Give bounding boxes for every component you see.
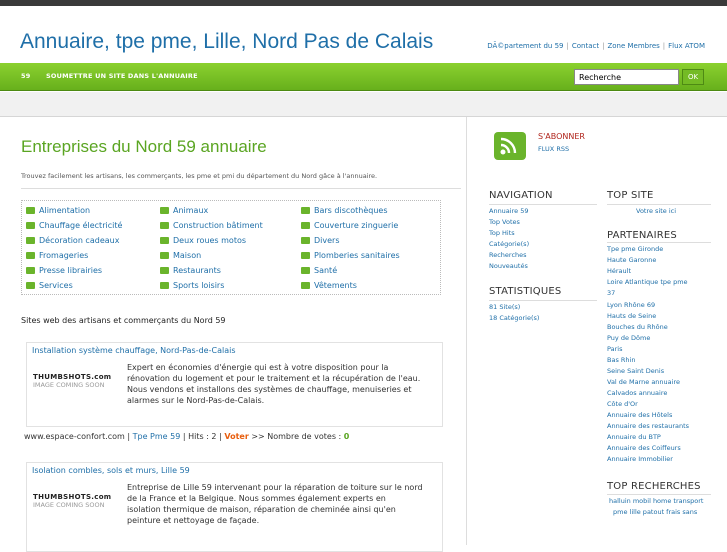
partner-link[interactable]: Annuaire des Coiffeurs	[607, 444, 681, 452]
partner-link[interactable]: Tpe pme Gironde	[607, 245, 664, 253]
category-link[interactable]: Maison	[160, 251, 201, 260]
category-link[interactable]: Décoration cadeaux	[26, 236, 119, 245]
statistics-heading: STATISTIQUES	[489, 286, 562, 297]
separator: |	[566, 42, 569, 50]
category-link[interactable]: Presse librairies	[26, 266, 102, 275]
sidebar	[468, 117, 727, 545]
folder-icon	[301, 282, 310, 289]
partner-link[interactable]: Val de Marne annuaire	[607, 378, 680, 386]
partner-link[interactable]: 37	[607, 289, 616, 297]
listing-category-link[interactable]: Tpe Pme 59	[132, 432, 181, 441]
partners-heading: PARTENAIRES	[607, 230, 677, 241]
stat-sites[interactable]: 81 Site(s)	[489, 303, 521, 311]
partner-link[interactable]: Seine Saint Denis	[607, 367, 665, 375]
navigation-heading: NAVIGATION	[489, 190, 553, 201]
folder-icon	[160, 282, 169, 289]
partner-link[interactable]: Calvados annuaire	[607, 389, 668, 397]
partner-link[interactable]: Paris	[607, 345, 623, 353]
sites-heading: Sites web des artisans et commerçants du Nord 59	[21, 316, 226, 325]
partner-link[interactable]: Puy de Dôme	[607, 334, 651, 342]
top-site-link[interactable]: Votre site ici	[636, 207, 677, 215]
divider	[607, 494, 711, 495]
category-box	[21, 200, 441, 295]
category-link[interactable]: Santé	[301, 266, 337, 275]
folder-icon	[301, 237, 310, 244]
nav-item-submit-site[interactable]: SOUMETTRE UN SITE DANS L'ANNUAIRE	[46, 72, 198, 80]
partner-link[interactable]: Côte d'Or	[607, 400, 638, 408]
category-link[interactable]: Vêtements	[301, 281, 357, 290]
category-link[interactable]: Couverture zinguerie	[301, 221, 398, 230]
hits-count: Hits : 2	[188, 432, 217, 441]
main-content	[0, 117, 467, 545]
category-link[interactable]: Chauffage électricité	[26, 221, 122, 230]
nav-link[interactable]: Nouveautés	[489, 262, 528, 270]
header-links	[487, 42, 705, 50]
separator: |	[662, 42, 666, 50]
subscribe-link[interactable]: S'ABONNER	[538, 132, 585, 141]
rss-feed-link[interactable]: FLUX RSS	[538, 145, 570, 153]
divider	[607, 204, 711, 205]
search-input[interactable]	[574, 69, 679, 85]
listing-meta: www.espace-confort.com | Tpe Pme 59 | Hits : 2 | Voter >> Nombre de votes : 0	[24, 432, 350, 441]
partner-link[interactable]: Annuaire des Hôtels	[607, 411, 673, 419]
listing-title-link[interactable]: Installation système chauffage, Nord-Pas-de-Calais	[32, 346, 236, 355]
top-search-terms[interactable]: halluin mobil home transport	[609, 497, 704, 505]
partner-link[interactable]: Hérault	[607, 267, 632, 275]
stat-categories[interactable]: 18 Catégorie(s)	[489, 314, 540, 322]
folder-icon	[160, 237, 169, 244]
folder-icon	[301, 207, 310, 214]
category-link[interactable]: Services	[26, 281, 73, 290]
nav-link[interactable]: Annuaire 59	[489, 207, 529, 215]
vote-link[interactable]: Voter	[224, 432, 249, 441]
folder-icon	[26, 237, 35, 244]
partner-link[interactable]: Bouches du Rhône	[607, 323, 668, 331]
separator: |	[602, 42, 605, 50]
nav-link[interactable]: Catégorie(s)	[489, 240, 530, 248]
thumbnail-placeholder[interactable]: THUMBSHOTS.com IMAGE COMING SOON	[33, 373, 112, 389]
partner-link[interactable]: Loire Atlantique tpe pme	[607, 278, 688, 286]
intro-text: Trouvez facilement les artisans, les commerçants, les pme et pmi du département du Nord gâce à l'annuaire.	[21, 172, 461, 189]
partner-link[interactable]: Annuaire du BTP	[607, 433, 661, 441]
nav-link[interactable]: Top Votes	[489, 218, 520, 226]
folder-icon	[301, 222, 310, 229]
partner-link[interactable]: Annuaire Immobilier	[607, 455, 673, 463]
header-link-zone-membres[interactable]: Zone Membres	[607, 42, 660, 50]
folder-icon	[160, 207, 169, 214]
category-link[interactable]: Deux roues motos	[160, 236, 246, 245]
top-site-heading: TOP SITE	[607, 190, 654, 201]
folder-icon	[160, 252, 169, 259]
category-link[interactable]: Bars discothèques	[301, 206, 388, 215]
header-link-contact[interactable]: Contact	[571, 42, 600, 50]
folder-icon	[26, 267, 35, 274]
header-link-flux-atom[interactable]: Flux ATOM	[668, 42, 705, 50]
divider	[489, 204, 597, 205]
thumbnail-placeholder[interactable]: THUMBSHOTS.com IMAGE COMING SOON	[33, 493, 112, 509]
partner-link[interactable]: Bas Rhin	[607, 356, 636, 364]
sub-bar	[0, 92, 727, 117]
folder-icon	[160, 222, 169, 229]
listing-url[interactable]: www.espace-confort.com	[24, 432, 125, 441]
folder-icon	[301, 252, 310, 259]
partner-link[interactable]: Annuaire des restaurants	[607, 422, 690, 430]
listing-description: Expert en économies d'énergie qui est à votre disposition pour la rénovation du logement et pour le traitement et la récupération de l'eau. Nous vendons et installons des systèmes de chauffage, menuiseries et alarmes sur le Nord-Pas-de-Calais.	[127, 363, 421, 405]
folder-icon	[26, 252, 35, 259]
folder-icon	[160, 267, 169, 274]
partner-link[interactable]: Haute Garonne	[607, 256, 657, 264]
divider	[607, 242, 711, 243]
site-title[interactable]: Annuaire, tpe pme, Lille, Nord Pas de Calais	[20, 30, 434, 53]
category-link[interactable]: Sports loisirs	[160, 281, 224, 290]
divider	[489, 300, 597, 301]
category-link[interactable]: Fromageries	[26, 251, 88, 260]
listing-title-link[interactable]: Isolation combles, sols et murs, Lille 59	[32, 466, 190, 475]
top-search-terms[interactable]: pme lille patout frais sans	[613, 508, 698, 516]
category-link[interactable]: Plomberies sanitaires	[301, 251, 400, 260]
page-title: Entreprises du Nord 59 annuaire	[21, 137, 267, 156]
votes-count: 0	[343, 432, 350, 441]
listing-card	[26, 342, 443, 427]
category-link[interactable]: Divers	[301, 236, 340, 245]
listing-description: Entreprise de Lille 59 intervenant pour la réparation de toiture sur le nord de la France et la Belgique. Nous sommes également experts en isolation thermique de maison, réparation de cheminée ainsi qu'en peinture et nettoyage de façade.	[127, 483, 423, 525]
folder-icon	[26, 222, 35, 229]
folder-icon	[26, 282, 35, 289]
rss-icon[interactable]	[494, 132, 526, 160]
category-link[interactable]: Animaux	[160, 206, 208, 215]
category-link[interactable]: Construction bâtiment	[160, 221, 263, 230]
votes-label: >> Nombre de votes :	[251, 432, 342, 441]
nav-link[interactable]: Recherches	[489, 251, 527, 259]
search-ok-button[interactable]: OK	[682, 69, 704, 85]
folder-icon	[301, 267, 310, 274]
partner-link[interactable]: Lyon Rhône 69	[607, 301, 656, 309]
folder-icon	[26, 207, 35, 214]
top-search-heading: TOP RECHERCHES	[607, 481, 701, 492]
header-link-departement[interactable]: DÃ©partement du 59	[487, 42, 564, 50]
category-link[interactable]: Restaurants	[160, 266, 221, 275]
listing-card	[26, 462, 443, 552]
partner-link[interactable]: Hauts de Seine	[607, 312, 657, 320]
category-link[interactable]: Alimentation	[26, 206, 90, 215]
top-strip	[0, 0, 727, 6]
nav-link[interactable]: Top Hits	[489, 229, 515, 237]
nav-item-59[interactable]: 59	[21, 72, 31, 80]
